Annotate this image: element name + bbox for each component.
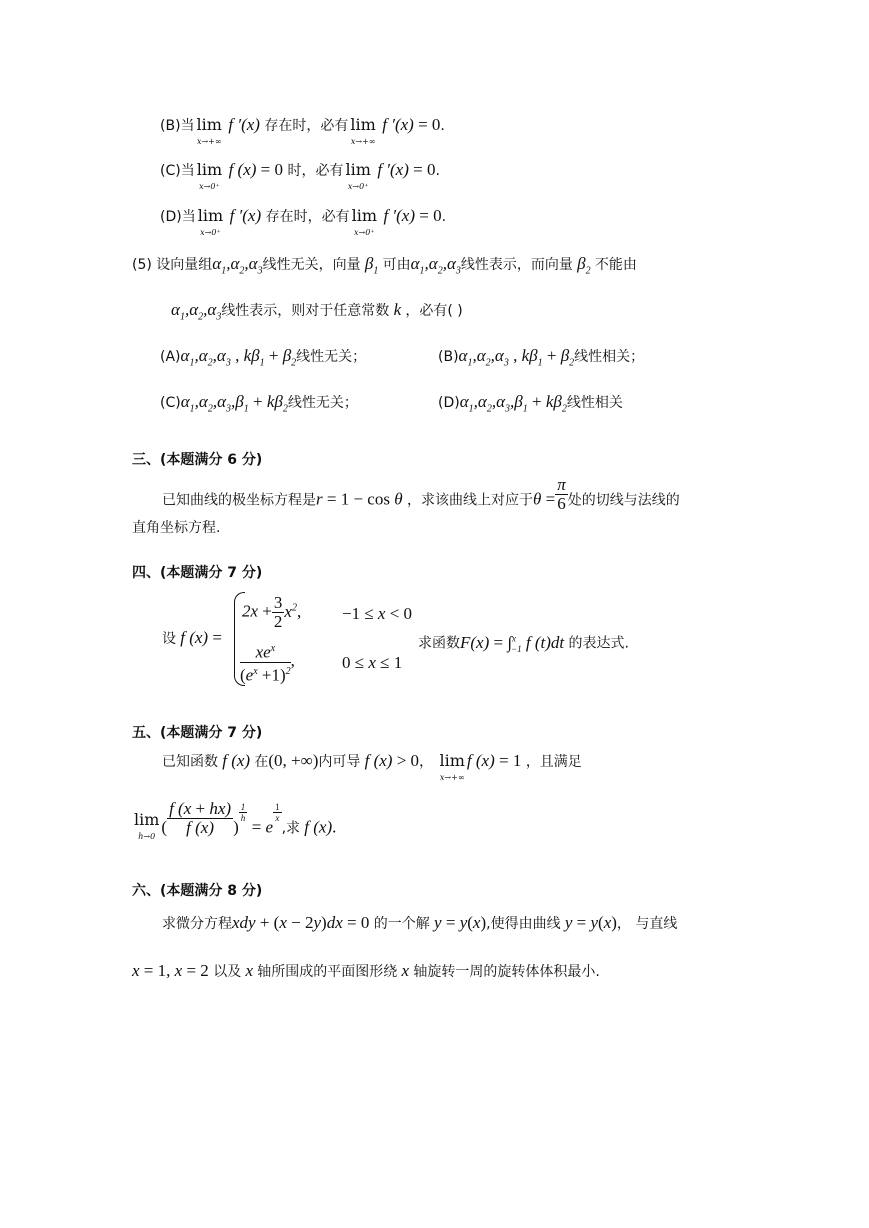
- math-fprime-x: f ′(x): [228, 115, 260, 134]
- math-Fx: F(x) = ∫$^x_{-1}$ f (t)dt: [460, 632, 565, 655]
- q5-option-b-label: (B): [438, 349, 459, 365]
- section3-text-a: 已知曲线的极坐标方程是: [162, 492, 316, 509]
- math-option-b: $\alpha_1,\alpha_2,\alpha_3$ , $k\beta_1 + \beta_2$: [458, 346, 575, 369]
- math-f-zero: f (x) = 0: [228, 160, 283, 179]
- math-interval: (0, +∞): [268, 751, 319, 770]
- q4-option-d: [160, 206, 447, 237]
- section5-text-d: ，且满足: [525, 754, 582, 770]
- exponent-1-h: 1 h: [240, 802, 246, 824]
- section4-rhs: [418, 628, 629, 659]
- section5-text-a: 已知函数: [162, 754, 218, 770]
- math-fx: f (x): [218, 751, 255, 770]
- q5-option-d: [438, 392, 623, 419]
- section6-text-a: 求微分方程: [162, 916, 232, 932]
- math-cond1: −1 ≤ x < 0: [342, 604, 413, 623]
- math-fprime-x: f ′(x): [229, 206, 262, 225]
- option-b-mid: 存在时，必有: [264, 118, 349, 134]
- q5-text-c: 可由: [382, 257, 411, 273]
- piece-2: $\frac{xe^x}{(e^x +1)^2}$ ,: [240, 640, 295, 684]
- section6-text-b: 的一个解: [373, 916, 430, 932]
- fraction-3-2: $\frac{3}{2}$: [273, 593, 283, 631]
- q5-text-g: ，必有( ): [405, 303, 463, 319]
- math-k: k: [389, 300, 406, 319]
- section3-text-d: 直角坐标方程.: [132, 520, 221, 536]
- section3-text: [162, 475, 680, 519]
- q5-option-a-label: (A): [160, 349, 181, 365]
- limit-symbol: lim x→+∞: [350, 115, 376, 146]
- math-beta2: $\beta_2$: [572, 254, 591, 277]
- limit-symbol: lim x→0⁺: [351, 206, 377, 237]
- math-theta-eq: θ =: [533, 489, 556, 509]
- q5-option-a: [160, 346, 366, 373]
- q4-option-c: [160, 160, 440, 191]
- fraction-xex: $\frac{xe^x}{(e^x +1)^2}$: [240, 640, 291, 684]
- q5-line1: [132, 254, 637, 281]
- q5-option-c-text: 线性无关；: [287, 395, 358, 411]
- math-fprime-zero: f ′(x) = 0: [382, 115, 441, 134]
- math-option-c: $\alpha_1,\alpha_2,\alpha_3,\beta_1 + k\beta_2$: [180, 392, 288, 415]
- section4-text-c: 的表达式.: [568, 635, 629, 652]
- math-polar-eq: r = 1 − cos θ: [316, 489, 403, 509]
- math-beta1: $\beta_1$: [360, 254, 379, 277]
- math-y-yx: y = y(x): [560, 913, 617, 932]
- math-piece1b: $x^2$,: [284, 601, 302, 621]
- exponent-1-x: 1 x: [275, 802, 280, 824]
- section4-text-a: 设: [162, 631, 176, 647]
- q5-line2: [171, 300, 463, 327]
- option-c-label: (C)当: [160, 163, 195, 179]
- math-fx-def: f (x) =: [176, 628, 222, 647]
- q5-option-c-label: (C): [160, 395, 181, 411]
- section5-line2: lim h→0 ( $\frac{f (x + hx)}{f (x)}$ ) $^{\frac{1}{h}}$ = e $^{\frac{1}{x}}$ ,求 f (x).: [134, 799, 337, 841]
- math-alpha-set: $\alpha_1,\alpha_2,\alpha_3$: [212, 254, 263, 277]
- limit-symbol: lim x→0⁺: [197, 206, 224, 237]
- q5-number: (5): [132, 257, 152, 273]
- q5-option-b: [438, 346, 644, 373]
- piece-1: [242, 594, 301, 631]
- q5-text-f: 线性表示，则对于任意常数: [221, 303, 390, 319]
- option-c-end: .: [435, 163, 440, 179]
- limit-symbol: lim h→0: [134, 810, 160, 841]
- piece-1-cond: [342, 604, 412, 625]
- section6-text-d: ， 与直线: [616, 916, 678, 932]
- q5-option-a-text: 线性无关；: [296, 349, 367, 365]
- section6-line2: [132, 961, 600, 982]
- section6-heading: 六、(本题满分 8 分): [132, 883, 263, 899]
- option-d-label: (D)当: [160, 209, 196, 225]
- math-fx-positive: f (x) > 0: [360, 751, 420, 770]
- piece-2-cond: [342, 653, 402, 674]
- math-fprime-zero: f ′(x) = 0: [383, 206, 442, 225]
- q5-option-d-text: 线性相关: [566, 395, 623, 411]
- option-d-end: .: [441, 209, 447, 225]
- option-c-mid: 时，必有: [287, 163, 344, 179]
- math-fx-find: f (x).: [300, 817, 337, 837]
- math-x: x: [241, 961, 258, 980]
- section3-heading: 三、(本题满分 6 分): [132, 452, 263, 468]
- math-y-yx: y = y(x): [429, 913, 487, 932]
- q5-text-d: 线性表示，而向量: [460, 257, 573, 273]
- section4-text-b: 求函数: [418, 635, 460, 652]
- math-fprime-zero: f ′(x) = 0: [377, 160, 436, 179]
- math-x: x: [397, 961, 414, 980]
- section6-text-c: ,使得由曲线: [486, 916, 561, 932]
- math-option-d: $\alpha_1,\alpha_2,\alpha_3,\beta_1 + k\beta_2$: [459, 392, 567, 415]
- math-diffeq: xdy + (x − 2y)dx = 0: [232, 913, 370, 932]
- limit-symbol: lim x→0⁺: [345, 160, 371, 191]
- option-b-end: .: [440, 118, 445, 134]
- q5-option-c: [160, 392, 358, 419]
- section3-text-b: ，求该曲线上对应于: [407, 492, 534, 509]
- section5-text-c: 内可导: [318, 754, 361, 770]
- math-piece1: 2x +: [242, 601, 272, 621]
- math-option-a: $\alpha_1,\alpha_2,\alpha_3$ , $k\beta_1 + \beta_2$: [180, 346, 297, 369]
- q5-option-b-text: 线性相关；: [574, 349, 645, 365]
- fraction-pi-6: $\frac{\pi}{6}$: [557, 475, 566, 513]
- q5-option-d-label: (D): [438, 395, 460, 411]
- math-cond2: 0 ≤ x ≤ 1: [342, 653, 403, 672]
- q5-text-b: 线性无关，向量: [262, 257, 361, 273]
- section6-text-e: 以及: [213, 964, 242, 980]
- limit-symbol: lim x→+∞: [439, 751, 465, 782]
- section5-line1: 已知函数 f (x) 在(0, +∞)内可导 f (x) > 0， lim x→+∞ f (x) = 1 ，且满足: [162, 751, 582, 782]
- q4-option-b: [160, 115, 445, 146]
- section3-text-c: 处的切线与法线的: [567, 492, 680, 509]
- math-limit-one: f (x) = 1: [466, 751, 522, 770]
- option-d-mid: 存在时，必有: [265, 209, 350, 225]
- section4-lhs: [162, 628, 222, 649]
- q5-text-e: 不能由: [594, 257, 637, 273]
- section5-text-e: ,求: [281, 820, 301, 837]
- limit-symbol: lim x→+∞: [196, 115, 222, 146]
- math-x-bounds: x = 1, x = 2: [132, 961, 209, 980]
- section5-text-b: 在: [254, 754, 269, 770]
- section6-text-f: 轴所围成的平面图形绕: [257, 964, 398, 980]
- limit-symbol: lim x→0⁺: [196, 160, 223, 191]
- section5-heading: 五、(本题满分 7 分): [132, 725, 263, 741]
- section6-line1: [162, 913, 677, 934]
- math-e-exp: = e: [251, 817, 274, 837]
- math-alpha-set: $\alpha_1,\alpha_2,\alpha_3$: [410, 254, 461, 277]
- math-alpha-set: $\alpha_1,\alpha_2,\alpha_3$: [171, 300, 222, 323]
- option-b-label: (B)当: [160, 118, 195, 134]
- q5-text-a: 设向量组: [156, 257, 213, 273]
- section4-heading: 四、(本题满分 7 分): [132, 565, 263, 581]
- fraction-f-ratio: $\frac{f (x + hx)}{f (x)}$: [169, 799, 232, 837]
- section6-text-g: 轴旋转一周的旋转体体积最小.: [413, 964, 600, 980]
